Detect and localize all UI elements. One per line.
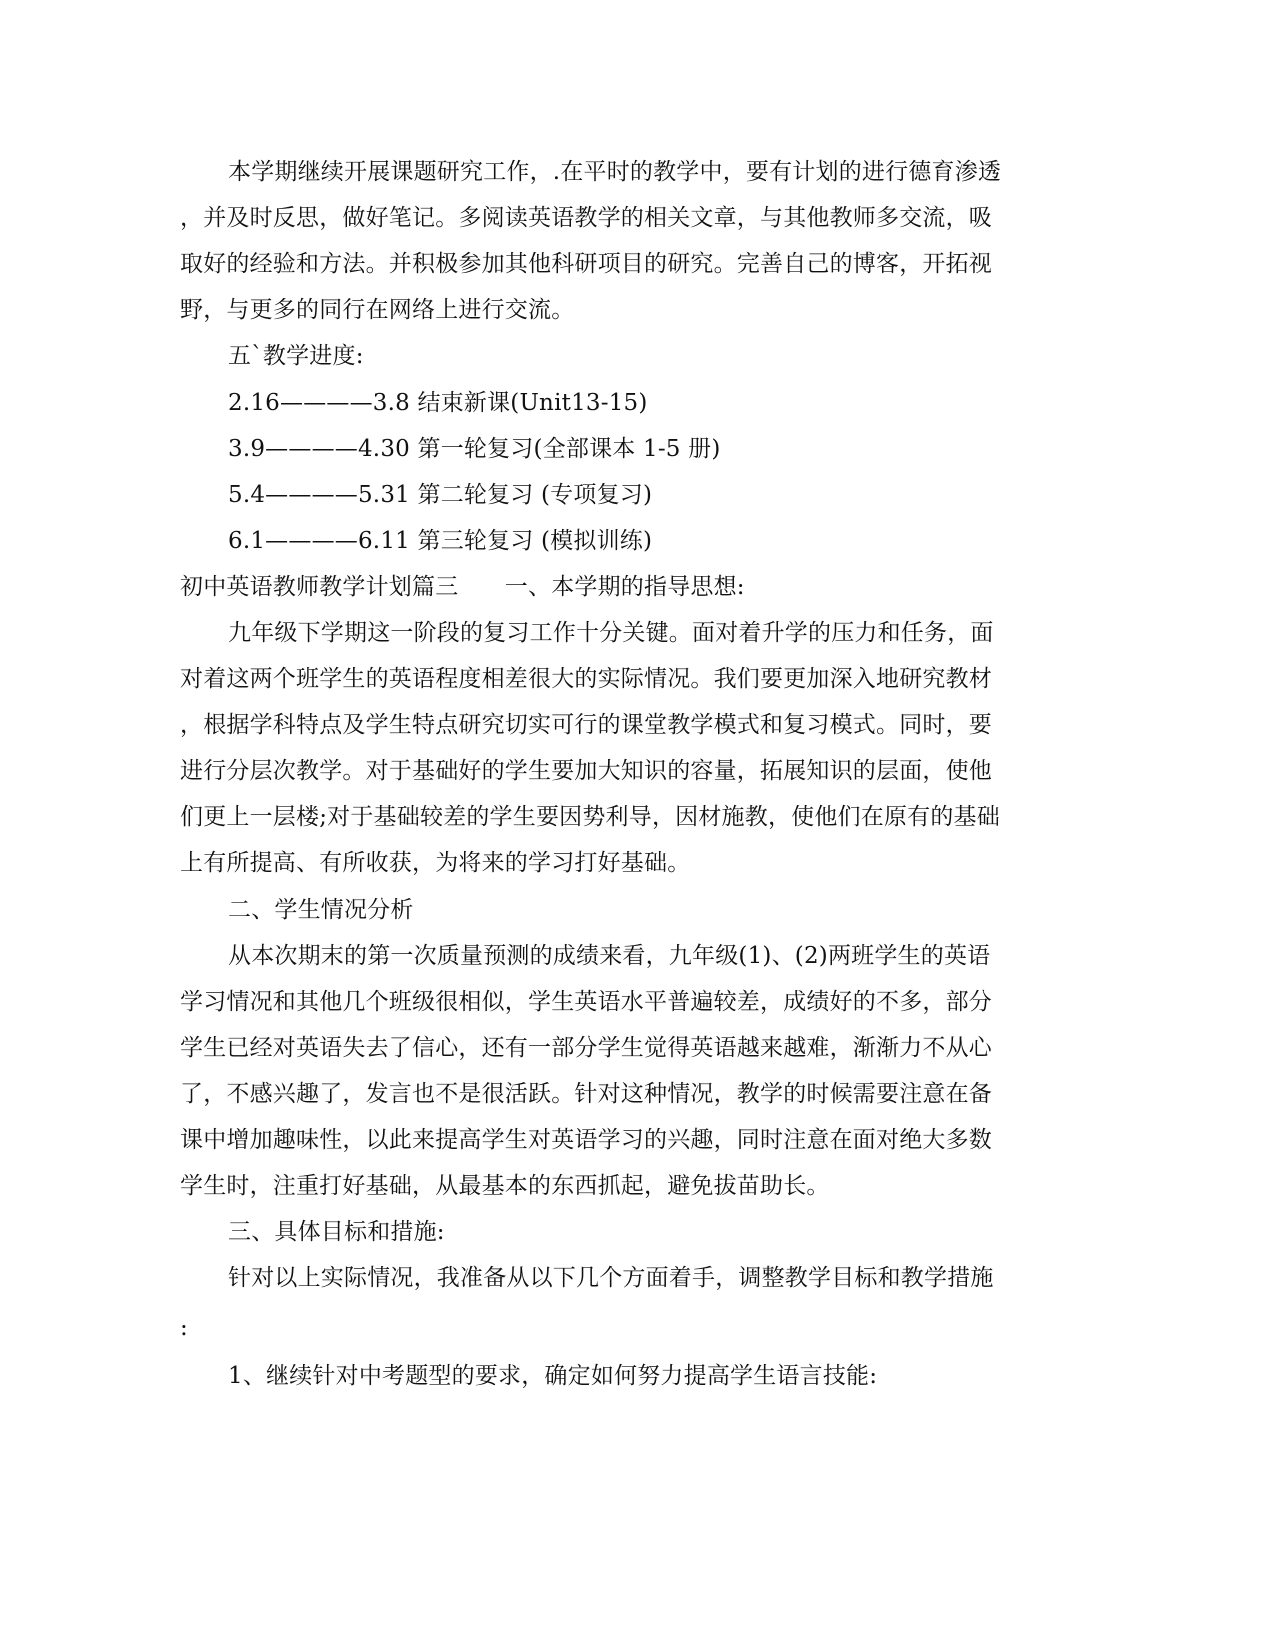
schedule-item: 5.4————5.31 第二轮复习 (专项复习) [228, 482, 653, 508]
schedule-item: 2.16————3.8 结束新课(Unit13-15) [228, 390, 648, 416]
paragraph-line: ，并及时反思，做好笔记。多阅读英语教学的相关文章，与其他教师多交流，吸 [180, 205, 992, 231]
paragraph-line: 了，不感兴趣了，发言也不是很活跃。针对这种情况，教学的时候需要注意在备 [180, 1081, 992, 1107]
paragraph-line: 学习情况和其他几个班级很相似，学生英语水平普遍较差，成绩好的不多，部分 [180, 989, 992, 1015]
paragraph-line: 课中增加趣味性，以此来提高学生对英语学习的兴趣，同时注意在面对绝大多数 [180, 1127, 992, 1153]
paragraph-line: 上有所提高、有所收获，为将来的学习打好基础。 [180, 850, 691, 876]
paragraph-line: 学生已经对英语失去了信心，还有一部分学生觉得英语越来越难，渐渐力不从心 [180, 1035, 992, 1061]
paragraph-line: 针对以上实际情况，我准备从以下几个方面着手，调整教学目标和教学措施 [228, 1265, 994, 1291]
schedule-item: 3.9————4.30 第一轮复习(全部课本 1-5 册) [228, 436, 721, 462]
paragraph-line: 取好的经验和方法。并积极参加其他科研项目的研究。完善自己的博客，开拓视 [180, 251, 992, 277]
section-heading: 三、具体目标和措施: [228, 1219, 445, 1245]
paragraph-line: : [180, 1315, 188, 1341]
schedule-item: 6.1————6.11 第三轮复习 (模拟训练) [228, 528, 653, 554]
paragraph-line: 从本次期末的第一次质量预测的成绩来看，九年级(1)、(2)两班学生的英语 [228, 943, 991, 969]
paragraph-line: 对着这两个班学生的英语程度相差很大的实际情况。我们要更加深入地研究教材 [180, 666, 992, 692]
section-heading: 二、学生情况分析 [228, 897, 414, 923]
list-item: 1、继续针对中考题型的要求，确定如何努力提高学生语言技能: [228, 1363, 878, 1389]
paragraph-line: 本学期继续开展课题研究工作，.在平时的教学中，要有计划的进行德育渗透 [228, 159, 1002, 185]
paragraph-line: 九年级下学期这一阶段的复习工作十分关键。面对着升学的压力和任务，面 [228, 620, 994, 646]
section-heading: 五`教学进度: [228, 343, 364, 369]
paragraph-line: 野，与更多的同行在网络上进行交流。 [180, 297, 575, 323]
paragraph-line: 们更上一层楼;对于基础较差的学生要因势利导，因材施教，使他们在原有的基础 [180, 804, 1000, 830]
article-title: 初中英语教师教学计划篇三 一、本学期的指导思想: [180, 574, 745, 600]
paragraph-line: ，根据学科特点及学生特点研究切实可行的课堂教学模式和复习模式。同时，要 [180, 712, 992, 738]
paragraph-line: 进行分层次教学。对于基础好的学生要加大知识的容量，拓展知识的层面，使他 [180, 758, 992, 784]
paragraph-line: 学生时，注重打好基础，从最基本的东西抓起，避免拔苗助长。 [180, 1173, 830, 1199]
